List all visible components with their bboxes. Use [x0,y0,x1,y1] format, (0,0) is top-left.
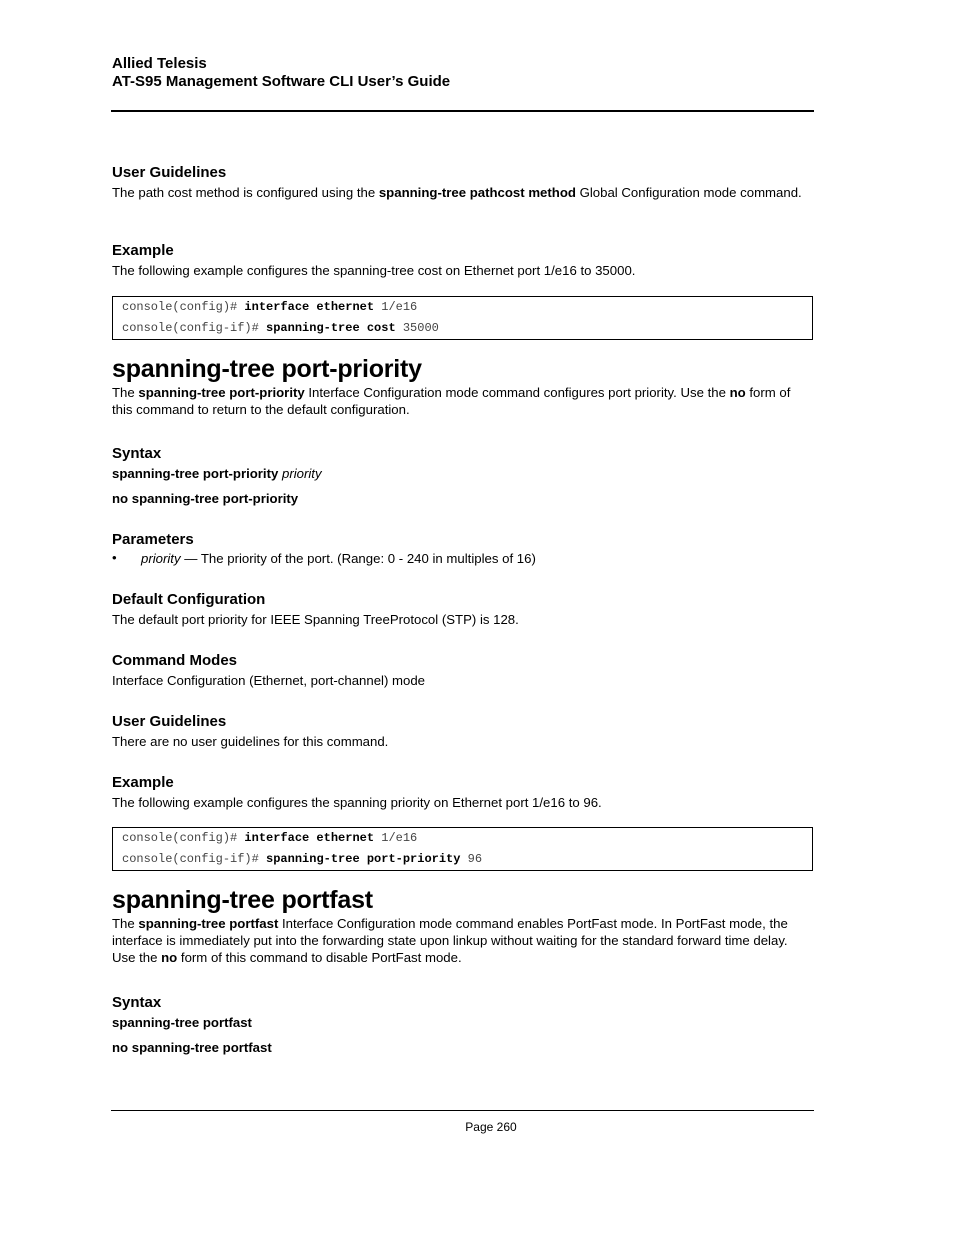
paragraph: The default port priority for IEEE Spanning TreeProtocol (STP) is 128. [112,612,519,627]
syntax-line: no spanning-tree port-priority [112,491,299,506]
portfast-section [112,885,814,966]
section-heading: Parameters [112,531,194,548]
port-priority-section [112,354,814,418]
section-heading: Example [112,774,174,791]
guide-title: AT-S95 Management Software CLI User’s Guide [112,73,451,90]
code-block [112,827,813,871]
default-config [112,591,814,628]
syntax-line: no spanning-tree portfast [112,1040,272,1055]
header-divider [111,110,814,112]
example [112,774,814,811]
section-heading: Syntax [112,445,162,462]
company-name: Allied Telesis [112,55,207,72]
section-heading: Default Configuration [112,591,266,608]
bullet-icon: • [112,550,117,565]
page-number: Page 260 [465,1120,517,1134]
user-guidelines [112,713,814,750]
prev-user-guidelines [112,164,814,201]
section-heading: User Guidelines [112,164,227,181]
syntax-block [112,994,814,1056]
code-line: console(config-if)# spanning-tree cost 35000 [122,321,439,335]
section-heading: Example [112,242,174,259]
syntax-block [112,445,814,507]
syntax-line: spanning-tree portfast [112,1015,252,1030]
paragraph: The following example configures the spanning-tree cost on Ethernet port 1/e16 to 35000. [112,263,636,278]
code-line: console(config)# interface ethernet 1/e16 [122,300,418,314]
paragraph: There are no user guidelines for this command. [112,734,389,749]
paragraph: Interface Configuration (Ethernet, port-channel) mode [112,673,426,688]
section-title: spanning-tree port-priority [112,355,422,383]
code-line: console(config)# interface ethernet 1/e16 [122,831,418,845]
section-heading: Syntax [112,994,162,1011]
section-heading: User Guidelines [112,713,227,730]
section-heading: Command Modes [112,652,238,669]
paragraph: The spanning-tree portfast Interface Configuration mode command enables PortFast mode. In PortFast mode, the interface is immediately put into the forwarding state upon linkup without waiting for the standard forward time delay. Use the no form of this command to disable PortFast mode. [112,916,788,965]
code-block [112,296,813,340]
section-title: spanning-tree portfast [112,886,373,914]
parameter-item: priority — The priority of the port. (Range: 0 - 240 in multiples of 16) [141,551,536,566]
syntax-line: spanning-tree port-priority priority [112,466,322,481]
footer-divider [111,1110,814,1111]
paragraph: The spanning-tree port-priority Interface Configuration mode command configures port priority. Use the no form of this command to return to the default configuration. [112,385,791,417]
code-line: console(config-if)# spanning-tree port-priority 96 [122,852,483,866]
page-header [112,55,450,91]
prev-example [112,242,814,279]
paragraph: The path cost method is configured using the spanning-tree pathcost method Global Configuration mode command. [112,185,802,200]
parameters-block [112,531,814,549]
command-modes [112,652,814,689]
paragraph: The following example configures the spanning priority on Ethernet port 1/e16 to 96. [112,795,602,810]
